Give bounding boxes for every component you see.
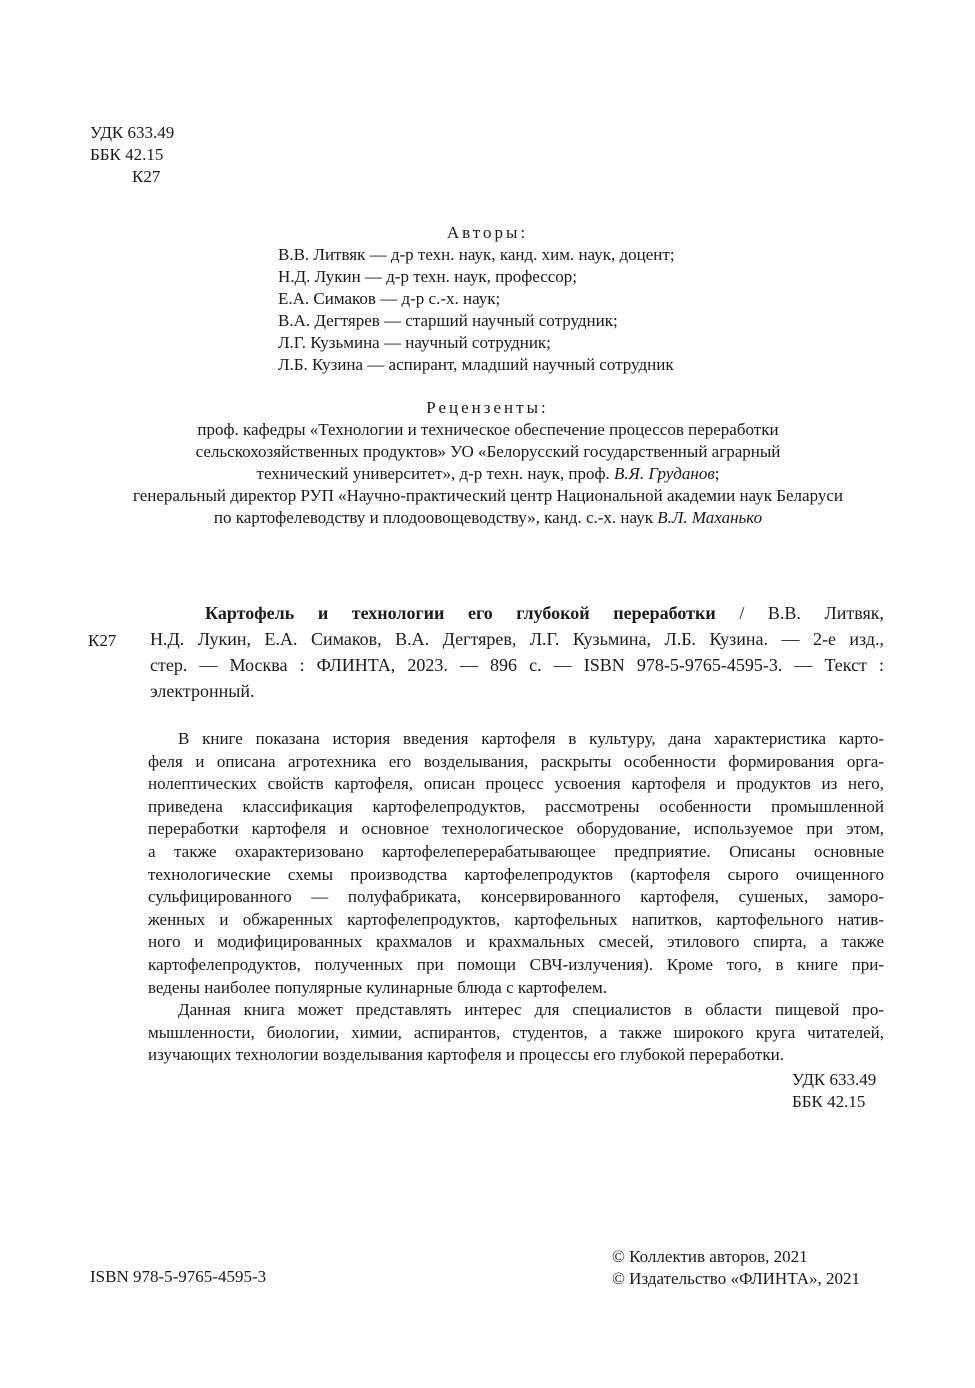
biblio-line: Н.Д. Лукин, Е.А. Симаков, В.А. Дегтярев, Л.Г. Кузьмина, Л.Б. Кузина. — 2-е изд.,: [150, 629, 884, 649]
author-item: Л.Б. Кузина — аспирант, младший научный сотрудник: [278, 355, 674, 374]
abstract: [148, 728, 884, 1067]
classification-codes-right: [792, 1069, 876, 1113]
abstract-line: сульфицированного — полуфабриката, консервированного картофеля, сушеных, заморо-: [148, 887, 884, 907]
reviewer-line: проф. кафедры «Технологии и техническое обеспечение процессов переработки: [197, 420, 779, 439]
biblio-line: электронный.: [150, 681, 255, 701]
abstract-line: феля и описана агротехника его возделывания, раскрыты особенности формирования орга-: [148, 751, 884, 771]
abstract-line: ведены наиболее популярные кулинарные блюда с картофелем.: [148, 977, 607, 997]
reviewer-affiliation: технический университет», д-р техн. наук, проф.: [256, 464, 615, 483]
udk-code: УДК 633.49: [792, 1070, 877, 1089]
authors-list: [278, 244, 675, 376]
copyright-line: © Издательство «ФЛИНТА», 2021: [612, 1269, 861, 1288]
bibliographic-mark: К27: [88, 631, 117, 650]
classification-codes: [90, 122, 174, 188]
reviewer-line: [88, 463, 888, 485]
reviewer-line: сельскохозяйственных продуктов» УО «Белорусский государственный аграрный: [195, 442, 781, 461]
biblio-line: стер. — Москва : ФЛИНТА, 2023. — 896 с. — ISBN 978-5-9765-4595-3. — Текст :: [150, 655, 884, 675]
udk-code: УДК 633.49: [90, 123, 175, 142]
abstract-line: нолептических свойств картофеля, описан процесс усвоения картофеля и продуктов из него,: [148, 774, 884, 794]
abstract-line: переработки картофеля и основное технологическое оборудование, используемое при этом,: [148, 819, 884, 839]
copyright-line: © Коллектив авторов, 2021: [612, 1247, 808, 1266]
author-item: В.В. Литвяк — д-р техн. наук, канд. хим. наук, доцент;: [278, 245, 675, 264]
reviewer-punct: ;: [714, 464, 720, 483]
abstract-line: мышленности, биологии, химии, аспирантов, студентов, а также широкого круга читателей,: [148, 1022, 884, 1042]
author-item: Л.Г. Кузьмина — научный сотрудник;: [278, 333, 551, 352]
biblio-line: [150, 600, 884, 626]
abstract-line: приведена классификация картофелепродуктов, рассмотрены особенности промышленной: [148, 796, 884, 816]
reviewer-name: В.Я. Груданов: [614, 464, 715, 483]
reviewers-block: [88, 419, 888, 529]
abstract-line: технологические схемы производства картофелепродуктов (картофеля сырого очищенного: [148, 864, 884, 884]
abstract-line: Данная книга может представлять интерес для специалистов в области пищевой про-: [178, 1000, 884, 1020]
reviewer-name: В.Л. Маханько: [657, 508, 763, 527]
abstract-line: изучающих технологии возделывания картофеля и процессы его глубокой переработки.: [148, 1045, 784, 1065]
author-mark: К27: [132, 167, 161, 186]
author-item: В.А. Дегтярев — старший научный сотрудник;: [278, 311, 618, 330]
bibliographic-record: [150, 600, 884, 704]
abstract-line: а также охарактеризовано картофелеперерабатывающее предприятие. Описаны основные: [148, 841, 884, 861]
copyright: [612, 1246, 860, 1290]
reviewer-line: генеральный директор РУП «Научно-практический центр Национальной академии наук Беларуси: [132, 486, 843, 505]
authors-heading: Авторы:: [446, 223, 529, 242]
abstract-line: В книге показана история введения картофеля в культуру, дана характеристика карто-: [178, 729, 884, 748]
abstract-line: женных и обжаренных картофелепродуктов, картофельных напитков, картофельного натив-: [148, 909, 884, 929]
author-item: Е.А. Симаков — д-р с.-х. наук;: [278, 289, 501, 308]
isbn: ISBN 978-5-9765-4595-3: [90, 1267, 267, 1286]
book-title: Картофель и технологии его глубокой переработки: [205, 603, 716, 623]
author-item: Н.Д. Лукин — д-р техн. наук, профессор;: [278, 267, 578, 286]
bbk-code: ББК 42.15: [792, 1092, 866, 1111]
biblio-authors-start: / В.В. Литвяк,: [715, 603, 885, 623]
reviewer-affiliation: по картофелеводству и плодоовощеводству», канд. с.-х. наук: [213, 508, 658, 527]
reviewers-heading: Рецензенты:: [426, 398, 549, 417]
abstract-line: ного и модифицированных крахмалов и крахмальных смесей, этилового спирта, а также: [148, 932, 884, 952]
reviewer-line: [88, 507, 888, 529]
abstract-line: картофелепродуктов, полученных при помощи СВЧ-излучения). Кроме того, в книге при-: [148, 954, 884, 974]
bbk-code: ББК 42.15: [90, 145, 164, 164]
